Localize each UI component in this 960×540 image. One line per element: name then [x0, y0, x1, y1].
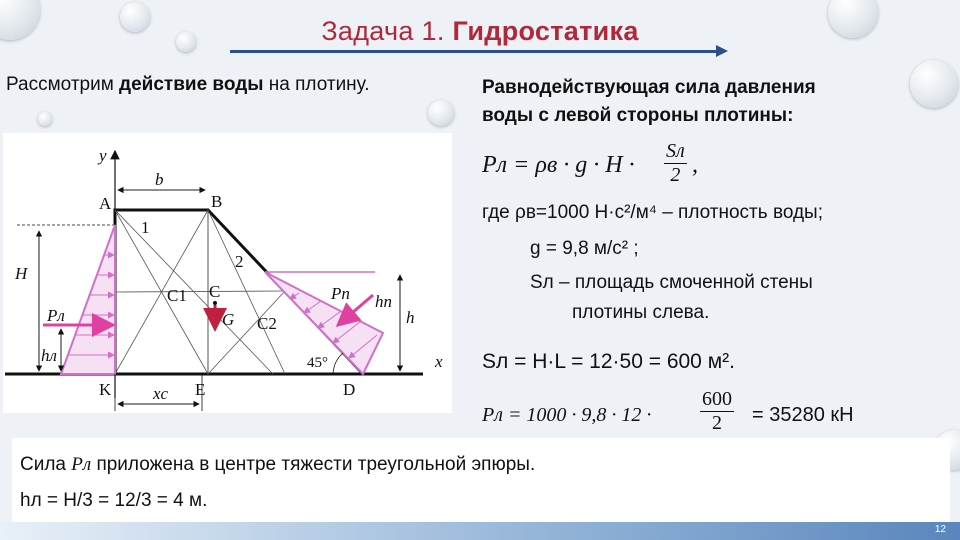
label-hp: hп	[375, 292, 392, 311]
formula-result-rhs: = 35280 кН	[752, 404, 854, 426]
label-b: b	[155, 170, 164, 189]
label-G: G	[222, 310, 235, 329]
label-y-axis: y	[99, 146, 107, 165]
label-xc: xc	[153, 384, 169, 403]
title-arrow-icon	[716, 45, 728, 57]
formula-force-fraction: Sл 2	[666, 140, 685, 186]
label-Pp: Pп	[331, 284, 350, 303]
label-E: E	[195, 380, 206, 399]
label-Pl: Pл	[47, 306, 65, 325]
formula-result-fraction: $\frac{600}{2}$	[702, 388, 732, 434]
label-C: C	[209, 282, 221, 301]
left-pressure-diagram	[61, 225, 115, 374]
page-number: 12	[934, 524, 946, 535]
dam-diagram-svg	[3, 133, 452, 413]
footer-bar	[0, 522, 960, 540]
title-main: Гидростатика	[452, 16, 639, 46]
formula-area: Sл = H·L = 12·50 = 600 м².	[482, 350, 735, 373]
label-x-axis: x	[435, 352, 443, 371]
conclusion-box	[12, 438, 950, 523]
label-angle: 45°	[307, 355, 328, 371]
label-h: h	[406, 308, 415, 327]
label-H: H	[15, 264, 28, 283]
label-D: D	[343, 380, 356, 399]
label-2: 2	[235, 252, 244, 271]
slide-title	[0, 16, 960, 47]
where-line-3: Sл – площадь смоченной стены	[530, 272, 813, 293]
conclusion-line-2: hл = H/3 = 12/3 = 4 м.	[20, 490, 208, 511]
title-underline	[230, 50, 720, 53]
label-1: 1	[141, 218, 150, 237]
intro-text: Рассмотрим действие воды на плотину.	[6, 74, 370, 95]
formula-result: Pл = 1000 · 9,8 · 12 ·	[482, 404, 652, 426]
vector-pl-label: Pл	[71, 454, 92, 475]
label-C2: C2	[257, 314, 277, 333]
label-K: K	[99, 380, 112, 399]
label-C1: C1	[167, 286, 187, 305]
where-line-1: где ρв=1000 Н·с²/м⁴ – плотность воды;	[482, 202, 823, 223]
dam-diagram	[3, 133, 452, 413]
conclusion-line-1: Сила Pл приложена в центре тяжести треугольной эпюры.	[20, 454, 536, 475]
result-heading: Равнодействующая сила давления воды с левой стороны плотины:	[482, 77, 816, 126]
label-hl: hл	[41, 346, 57, 365]
formula-force: Pл = ρв · g · H ·	[482, 152, 635, 178]
where-line-2: g = 9,8 м/с² ;	[530, 238, 639, 259]
formula-force-tail: ,	[692, 152, 698, 178]
where-line-4: плотины слева.	[572, 302, 710, 323]
label-A: A	[99, 194, 112, 213]
title-prefix: Задача 1.	[321, 16, 453, 46]
label-B: B	[211, 192, 223, 211]
